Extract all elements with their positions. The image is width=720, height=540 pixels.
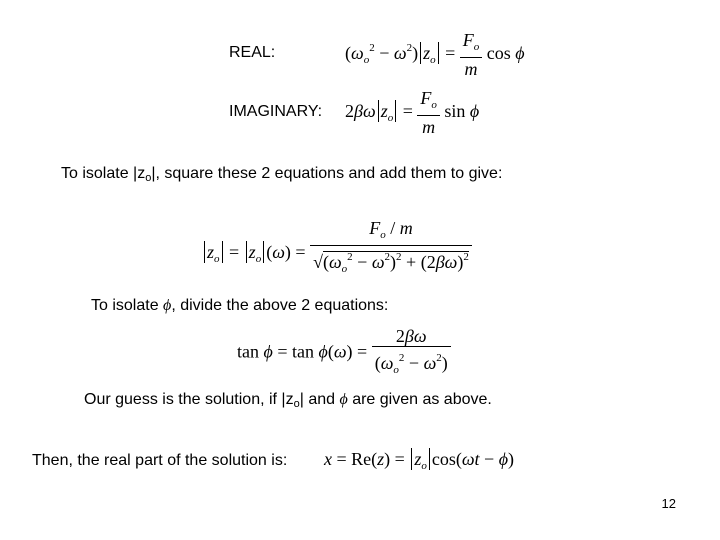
- isolate-phi-text: To isolate ϕ, divide the above 2 equations:: [91, 297, 389, 314]
- amplitude-equation: $z_o = z_o$ (ω) = $\frac{F_o / m}{√(\omega_o^2 - \omega^2)^2 + (2\beta\omega)^2}$: [202, 218, 472, 280]
- imaginary-equation: 2βω $z_o$ = $\frac{F_o}{m}$ sin ϕ: [345, 88, 480, 137]
- page-number: 12: [661, 496, 676, 511]
- then-label: Then, the real part of the solution is:: [32, 452, 288, 469]
- isolate-z-text: To isolate |zo|, square these 2 equations and add them to give:: [61, 165, 503, 184]
- real-equation: $(\omega_o^2 - \omega^2) z_o$ = $\frac{F_o}{m}$ cos ϕ: [345, 30, 525, 79]
- imaginary-label: IMAGINARY:: [229, 103, 323, 120]
- phase-equation: tan ϕ = tan ϕ(ω) = $\frac{2\beta\omega}{(\omega_o^2 - \omega^2)}$: [237, 326, 451, 381]
- real-label: REAL:: [229, 44, 276, 61]
- solution-equation: $x = Re(z) = z_o$ cos(ωt − ϕ): [324, 449, 515, 472]
- guess-text: Our guess is the solution, if |zo| and ϕ are given as above.: [84, 391, 492, 410]
